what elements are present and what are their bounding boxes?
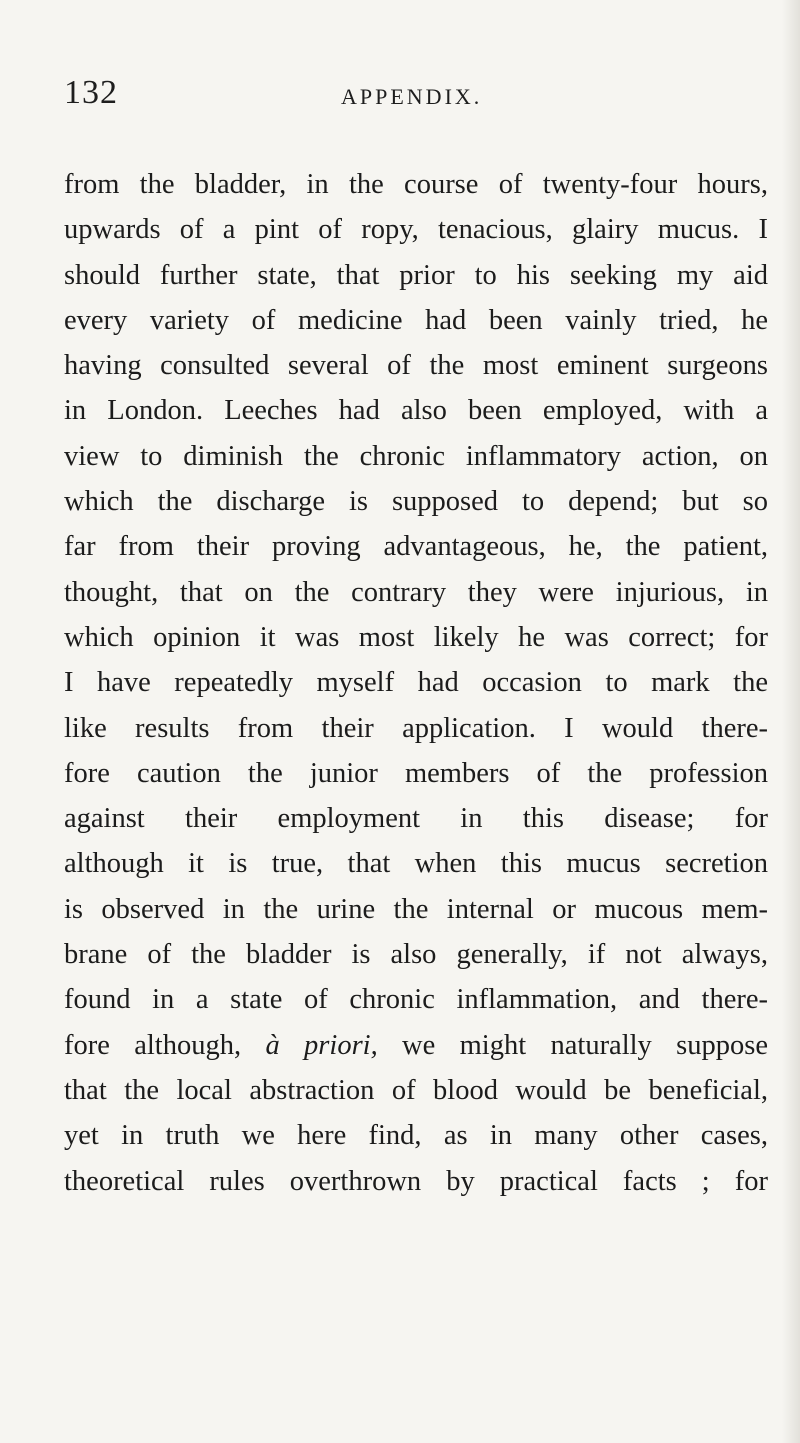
italic-phrase: à priori, <box>265 1029 378 1061</box>
text-line: which the discharge is supposed to depend; but so <box>64 486 768 518</box>
page-header <box>64 74 764 124</box>
text-line: like results from their application. I would there- <box>64 712 768 744</box>
text-line-mixed <box>64 1023 768 1068</box>
text-line: view to diminish the chronic inflammatory action, on <box>64 440 768 472</box>
text-line: far from their proving advantageous, he, the patient, <box>64 531 768 563</box>
text-line: yet in truth we here find, as in many other cases, <box>64 1120 768 1152</box>
running-head: APPENDIX. <box>341 84 483 109</box>
text-line: which opinion it was most likely he was correct; for <box>64 621 768 653</box>
text-segment: we might naturally suppose <box>377 1029 768 1061</box>
text-line: theoretical rules overthrown by practical facts ; for <box>64 1165 768 1197</box>
page-number: 132 <box>64 74 118 111</box>
text-line: every variety of medicine had been vainly tried, he <box>64 304 768 336</box>
text-line: from the bladder, in the course of twenty-four hours, <box>64 169 768 200</box>
text-line: having consulted several of the most eminent surgeons <box>64 350 768 382</box>
text-line: brane of the bladder is also generally, if not always, <box>64 939 768 971</box>
text-segment: fore although, <box>64 1029 266 1061</box>
text-line: I have repeatedly myself had occasion to mark the <box>64 667 768 699</box>
text-line: thought, that on the contrary they were injurious, in <box>64 576 768 608</box>
text-line: found in a state of chronic inflammation, and there- <box>64 984 768 1016</box>
text-line: fore caution the junior members of the profession <box>64 757 768 789</box>
body-text <box>64 162 768 1204</box>
text-line: that the local abstraction of blood would be beneficial, <box>64 1074 768 1106</box>
text-line: upwards of a pint of ropy, tenacious, glairy mucus. I <box>64 214 768 246</box>
text-line: should further state, that prior to his seeking my aid <box>64 259 768 291</box>
text-line: although it is true, that when this mucus secretion <box>64 848 768 880</box>
text-line: is observed in the urine the internal or mucous mem- <box>64 893 768 925</box>
text-line: against their employment in this disease; for <box>64 803 768 835</box>
page-edge-shadow <box>782 0 800 1443</box>
text-line: in London. Leeches had also been employed, with a <box>64 395 768 427</box>
